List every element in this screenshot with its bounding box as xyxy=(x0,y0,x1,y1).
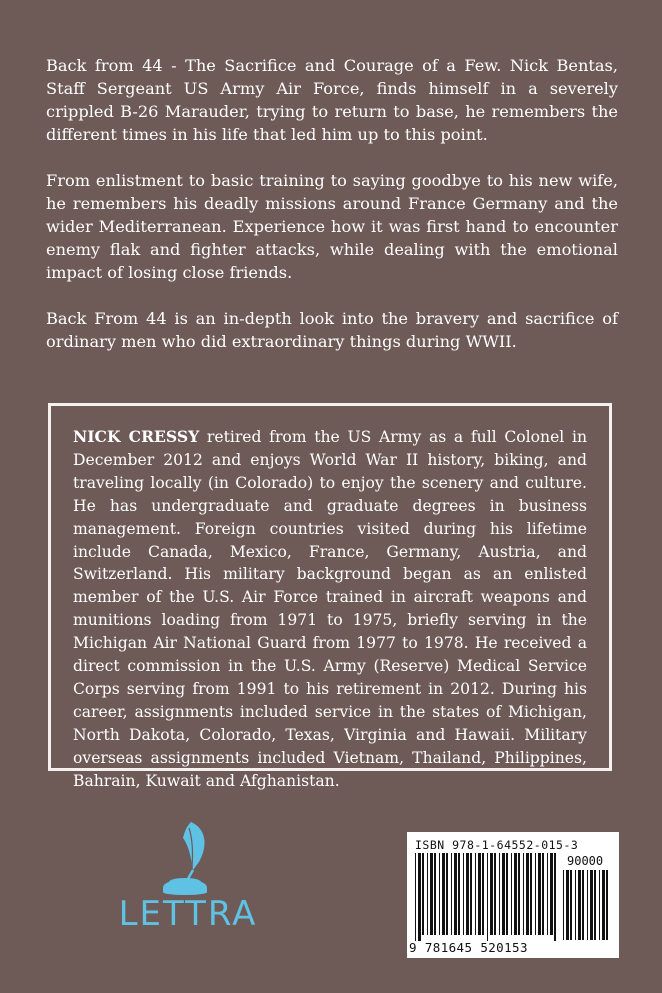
author-name: NICK CRESSY xyxy=(73,427,200,446)
inkwell-quill-icon xyxy=(113,818,263,898)
blurb-paragraph-3: Back From 44 is an in-depth look into the bravery and sacrifice of ordinary men who did extraordinary things during WWII. xyxy=(46,309,618,351)
publisher-logo xyxy=(113,818,263,938)
isbn-barcode xyxy=(407,832,619,958)
back-cover-blurb xyxy=(46,54,618,376)
price-barcode-bars xyxy=(563,870,613,940)
barcode-digits: 9 781645 520153 xyxy=(409,940,528,955)
blurb-paragraph-1: Back from 44 - The Sacrifice and Courage of a Few. Nick Bentas, Staff Sergeant US Army Air Force, finds himself in a severely crippled B-26 Marauder, trying to return to base, he remembers the different times in his life that led him up to this point. xyxy=(46,56,618,144)
blurb-paragraph-2: From enlistment to basic training to saying goodbye to his new wife, he remembers his deadly missions around France Germany and the wider Mediterranean. Experience how it was first hand to encounter enemy flak and fighter attacks, while dealing with the emotional impact of losing close friends. xyxy=(46,171,618,282)
publisher-name: LETTRA xyxy=(118,894,258,934)
barcode-bars xyxy=(415,853,559,941)
isbn-label: ISBN 978-1-64552-015-3 xyxy=(415,838,579,852)
price-code: 90000 xyxy=(567,854,604,868)
author-bio-box xyxy=(48,403,612,790)
author-bio-text: retired from the US Army as a full Colonel in December 2012 and enjoys World War II history, biking, and traveling locally (in Colorado) to enjoy the scenery and culture. He has undergraduate and graduate degrees in business management. Foreign countries visited during his lifetime include Canada, Mexico, France, Germany, Austria, and Switzerland. His military background began as an enlisted member of the U.S. Air Force trained in aircraft weapons and munitions loading from 1971 to 1975, briefly serving in the Michigan Air National Guard from 1977 to 1978. He received a direct commission in the U.S. Army (Reserve) Medical Service Corps serving from 1991 to his retirement in 2012. During his career, assignments included service in the states of Michigan, North Dakota, Colorado, Texas, Virginia and Hawaii. Military overseas assignments included Vietnam, Thailand, Philippines, Bahrain, Kuwait and Afghanistan. xyxy=(73,428,587,790)
